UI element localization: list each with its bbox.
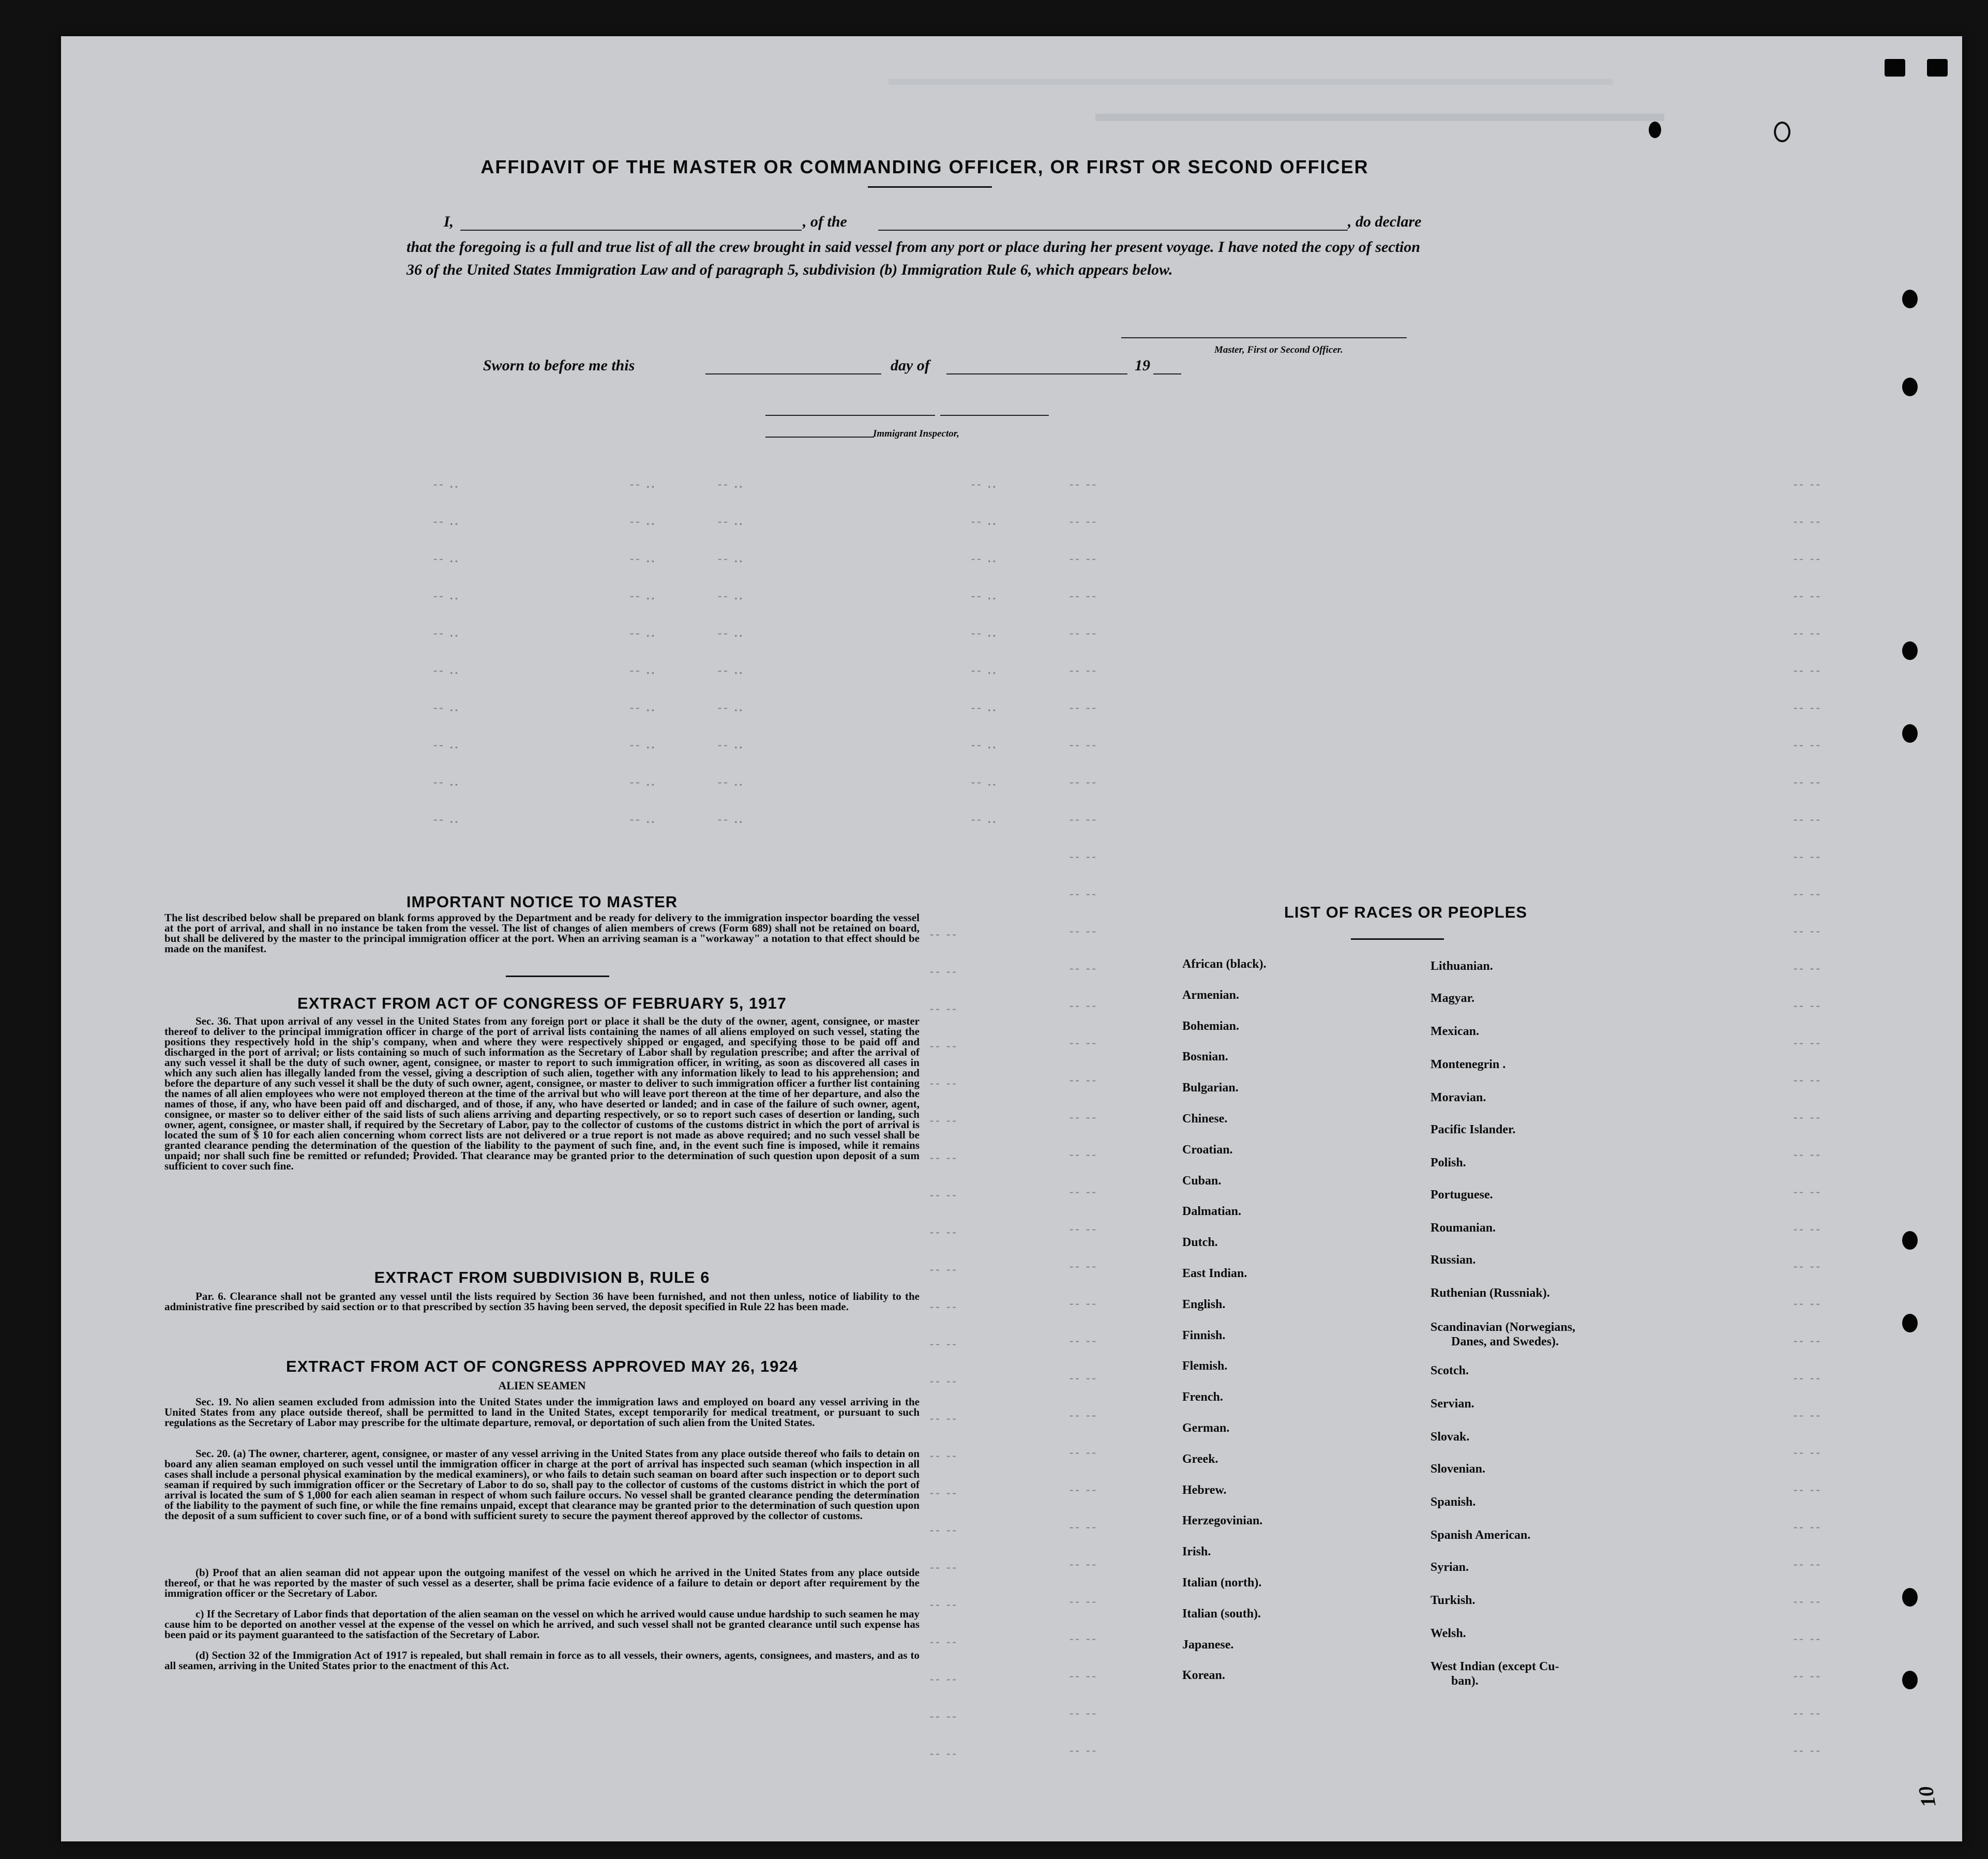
race-item: Slovenian. — [1430, 1462, 1486, 1476]
race-item: Irish. — [1182, 1545, 1211, 1559]
race-item: Magyar. — [1430, 992, 1475, 1005]
affidavit-title: AFFIDAVIT OF THE MASTER OR COMMANDING OFFICER, OR FIRST OR SECOND OFFICER — [480, 156, 1369, 177]
extract-1924-subtitle: ALIEN SEAMEN — [498, 1379, 586, 1392]
race-item: African (black). — [1182, 957, 1267, 971]
race-item: Japanese. — [1182, 1638, 1234, 1652]
notice-body: The list described below shall be prepared on blank forms approved by the Department and be ready for delivery to the immigration inspector boarding the vessel at the port of arrival, and shall in no instance be taken from the vessel. The list of changes of alien members of crews (Form 689) shall not be retained on board, but shall be delivered by the master to the principal immigration officer at the port. When an arriving seaman is a "workaway" a notation to that effect should be made on the manifest. — [164, 911, 920, 955]
ditto-marks-5: -- -- -- -- -- -- -- -- -- -- -- -- -- -- -- -- -- -- -- -- -- -- -- -- -- -- -- -- -- -- -- -- -- -- -- -- -- -- -- -- -- -- -- -- -- -- -- -- -- -- -- -- -- -- -- -- -- -- -- -- -- -- -- -- -- -- -- -- -- -- — [1070, 477, 1098, 1757]
races-underline — [1351, 938, 1444, 940]
binding-hole — [1902, 641, 1918, 660]
race-item: Herzegovinian. — [1182, 1514, 1263, 1528]
race-item: Hebrew. — [1182, 1483, 1227, 1497]
race-item: Spanish. — [1430, 1495, 1476, 1509]
race-item: Pacific Islander. — [1430, 1123, 1516, 1136]
ditto-marks: -- .. -- .. -- .. -- .. -- .. -- .. -- .. -- .. -- .. -- .. — [433, 477, 460, 826]
binding-hole — [1902, 1588, 1918, 1607]
race-item: Portuguese. — [1430, 1188, 1493, 1202]
sworn-day-blank — [705, 373, 881, 374]
race-item: Syrian. — [1430, 1561, 1469, 1574]
race-item: Italian (south). — [1182, 1607, 1261, 1621]
race-item: French. — [1182, 1390, 1223, 1404]
ditto-marks-7: -- -- -- -- -- -- -- -- -- -- -- -- -- -- -- -- -- -- -- -- -- -- -- -- -- -- -- -- -- -- -- -- -- -- -- -- -- -- -- -- -- -- -- -- -- -- -- -- -- -- -- -- -- -- -- -- -- -- -- -- -- -- -- -- -- -- -- -- -- -- — [1794, 477, 1822, 1757]
extract-1924-sec20c: c) If the Secretary of Labor finds that deportation of the alien seaman on the vessel on which he arrived would cause undue hardship to such seamen he may cause him to be deported on another vessel at the expense of the vessel on which he arrived, and such vessel shall not be granted clearance until such expense has been paid or its payment guaranteed to the satisfaction of the Secretary of Labor. — [164, 1608, 920, 1641]
race-item: Flemish. — [1182, 1359, 1228, 1373]
extract-1924-title: EXTRACT FROM ACT OF CONGRESS APPROVED MAY 26, 1924 — [286, 1357, 798, 1375]
corner-mark — [1885, 59, 1905, 77]
binding-hole — [1902, 724, 1918, 743]
race-item: Dalmatian. — [1182, 1205, 1241, 1219]
corner-mark — [1927, 59, 1948, 77]
name-blank — [460, 230, 802, 231]
subdivision-b-title: EXTRACT FROM SUBDIVISION B, RULE 6 — [374, 1268, 710, 1286]
declaration-of-the: , of the — [803, 213, 847, 230]
extract-1917-title: EXTRACT FROM ACT OF CONGRESS OF FEBRUARY 5, 1917 — [297, 994, 787, 1012]
year-blank — [1153, 373, 1181, 374]
ditto-marks-2: -- .. -- .. -- .. -- .. -- .. -- .. -- .. -- .. -- .. -- .. — [630, 477, 657, 826]
sworn-text: Sworn to before me this — [483, 357, 635, 374]
race-item: West Indian (except Cu- — [1430, 1660, 1559, 1673]
race-item: Polish. — [1430, 1156, 1466, 1170]
binding-hole — [1902, 1314, 1918, 1332]
ditto-marks-4: -- .. -- .. -- .. -- .. -- .. -- .. -- .. -- .. -- .. -- .. — [971, 477, 998, 826]
inspector-line-3 — [765, 437, 874, 438]
race-item: Bohemian. — [1182, 1019, 1240, 1033]
race-item: Bulgarian. — [1182, 1081, 1239, 1095]
extract-1924-sec20d: (d) Section 32 of the Immigration Act of 1917 is repealed, but shall remain in force as to all vessels, their owners, agents, consignees, and masters, and as to all seamen, arriving in the United States prior to the enactment of this Act. — [164, 1649, 920, 1672]
declaration-body: that the foregoing is a full and true list of all the crew brought in said vessel from any port or place during her present voyage. I have noted the copy of section 36 of the United States Immigration Law and of paragraph 5, subdivision (b) Immigration Rule 6, which appears below. — [406, 238, 1420, 278]
declaration-i: I, — [444, 213, 454, 230]
ditto-marks-3: -- .. -- .. -- .. -- .. -- .. -- .. -- .. -- .. -- .. -- .. — [718, 477, 745, 826]
race-item: East Indian. — [1182, 1267, 1247, 1280]
race-item: Slovak. — [1430, 1430, 1470, 1444]
race-item: Servian. — [1430, 1397, 1474, 1411]
margin-note: 10 — [1914, 1784, 1940, 1809]
binding-hole — [1902, 290, 1918, 308]
binding-hole — [1902, 1671, 1918, 1689]
race-item: ban). — [1451, 1674, 1479, 1688]
race-item: Chinese. — [1182, 1112, 1228, 1126]
races-title: LIST OF RACES OR PEOPLES — [1284, 903, 1528, 921]
race-item: Danes, and Swedes). — [1451, 1335, 1559, 1348]
bleed-through-header — [1095, 114, 1664, 142]
master-signature-line — [1121, 337, 1407, 338]
race-item: Cuban. — [1182, 1174, 1222, 1188]
binding-hole — [1902, 1231, 1918, 1250]
race-item: Italian (north). — [1182, 1576, 1262, 1590]
race-item: German. — [1182, 1421, 1230, 1435]
race-item: Lithuanian. — [1430, 960, 1493, 973]
race-item: Scandinavian (Norwegians, — [1430, 1321, 1576, 1334]
year-text: 19 — [1135, 357, 1150, 374]
race-item: English. — [1182, 1297, 1226, 1311]
vessel-blank — [878, 230, 1348, 231]
race-item: Scotch. — [1430, 1364, 1469, 1377]
race-item: Spanish American. — [1430, 1528, 1531, 1542]
binding-hole — [1774, 122, 1790, 142]
extract-1924-sec20b: (b) Proof that an alien seaman did not appear upon the outgoing manifest of the vessel on which he arrived in the United States from any place outside thereof, or that he was reported by the master of such vessel as a deserter, shall be prima facie evidence of a failure to detain or deport after requirement by the immigration officer or the Secretary of Labor. — [164, 1566, 920, 1599]
extract-1924-sec20a: Sec. 20. (a) The owner, charterer, agent, consignee, or master of any vessel arriving in the United States from any place outside thereof who fails to detain on board any alien seaman employed on such vessel until the immigration officer in charge at the port of arrival has inspected such seaman (which inspection in all cases shall include a personal physical examination by the medical examiners), or who fails to detain such seaman on board after such inspection or to deport such seaman if required by such immigration officer or the Secretary of Labor to do so, shall pay to the collector of customs of the customs district in which the port of arrival is located the sum of $ 1,000 for each alien seaman in respect of whom such failure occurs. No vessel shall be granted clearance pending the determination of the liability to the payment of such fine, or while the fine remains unpaid, except that clearance may be granted prior to the determination of such question upon the deposit of a sum sufficient to cover such fine, or of a bond with sufficient surety to secure the payment thereof approved by the collector of customs. — [164, 1447, 920, 1522]
inspector-label: Immigrant Inspector, — [873, 428, 959, 439]
master-signature-label: Master, First or Second Officer. — [1214, 344, 1343, 355]
race-item: Welsh. — [1430, 1627, 1466, 1640]
bleed-through-header-2 — [888, 79, 1613, 100]
day-of-text: day of — [891, 357, 930, 374]
binding-hole — [1649, 122, 1661, 138]
race-item: Korean. — [1182, 1669, 1225, 1683]
race-item: Finnish. — [1182, 1328, 1226, 1342]
race-item: Mexican. — [1430, 1025, 1479, 1038]
race-item: Ruthenian (Russniak). — [1430, 1286, 1550, 1300]
race-item: Armenian. — [1182, 988, 1239, 1002]
race-item: Bosnian. — [1182, 1050, 1228, 1064]
inspector-line-2 — [940, 415, 1049, 416]
declaration-do-declare: , do declare — [1348, 213, 1422, 230]
race-item: Dutch. — [1182, 1236, 1218, 1250]
ditto-marks-6: -- -- -- -- -- -- -- -- -- -- -- -- -- -- -- -- -- -- -- -- -- -- -- -- -- -- -- -- -- -- -- -- -- -- -- -- -- -- -- -- -- -- -- -- -- -- — [930, 927, 958, 1760]
month-blank — [946, 373, 1127, 374]
title-underline — [868, 186, 992, 188]
race-item: Moravian. — [1430, 1091, 1486, 1104]
race-item: Russian. — [1430, 1253, 1476, 1267]
extract-1917-body: Sec. 36. That upon arrival of any vessel in the United States from any foreign port or place it shall be the duty of the owner, agent, consignee, or master thereof to deliver to the principal immigration officer in charge of the port of arrival lists containing the names of all aliens employed on such vessel, stating the positions they respectively hold in the ship's company, when and where they were respectively shipped or engaged, and specifying those to be paid off and discharged in the port of arrival; or lists containing so much of such information as the Secretary of Labor shall by regulation prescribe; and after the arrival of any such vessel it shall be the duty of such owner, agent, consignee, or master to report to such immigration officer, in writing, as soon as discovered all cases in which any such alien has illegally landed from the vessel, giving a description of such alien, together with any information likely to lead to his apprehension; and before the departure of any such vessel it shall be the duty of such owner, agent, consignee, or master to deliver to such immigration officer a further list containing the names of all alien employees who were not employed thereon at the time of the arrival but who will leave port thereon at the time of her departure, and also the names of those, if any, who have been paid off and discharged, and of those, if any, who have deserted or landed; and in case of the failure of such owner, agent, consignee, or master so to deliver either of the said lists of such aliens arriving and departing respectively, or so to report such cases of desertion or landing, such owner, agent, consignee, or master shall, if required by the Secretary of Labor, pay to the collector of customs of the customs district in which the port of arrival is located the sum of $ 10 for each alien concerning whom correct lists are not delivered or a true report is not made as above required; and no such vessel shall be granted clearance pending the determination of the question of the liability to the payment of such fine, and, in the event such fine is imposed, while it remains unpaid; nor shall such fine be remitted or refunded; Provided. That clearance may be granted prior to the determination of such question upon deposit of a sum sufficient to cover such fine. — [164, 1015, 920, 1172]
notice-title: IMPORTANT NOTICE TO MASTER — [406, 893, 678, 911]
inspector-line-1 — [765, 415, 935, 416]
extract-1924-sec19: Sec. 19. No alien seamen excluded from admission into the United States under the immigration laws and employed on board any vessel arriving in the United States from any place outside thereof, shall be permitted to land in the United States, except temporarily for medical treatment, or pursuant to such regulations as the Secretary of Labor may prescribe for the ultimate departure, removal, or deportation of such alien from the United States. — [164, 1396, 920, 1429]
race-item: Roumanian. — [1430, 1221, 1496, 1235]
notice-divider — [506, 976, 609, 977]
binding-hole — [1902, 378, 1918, 396]
race-item: Turkish. — [1430, 1594, 1475, 1607]
race-item: Croatian. — [1182, 1143, 1233, 1157]
subdivision-b-body: Par. 6. Clearance shall not be granted any vessel until the lists required by Section 36 have been furnished, and not then unless, notice of liability to the administrative fine prescribed by said section or to that prescribed by section 35 having been served, the deposit specified in Rule 22 has been made. — [164, 1290, 920, 1313]
race-item: Montenegrin . — [1430, 1058, 1506, 1071]
document-sheet — [61, 36, 1962, 1841]
race-item: Greek. — [1182, 1452, 1218, 1466]
